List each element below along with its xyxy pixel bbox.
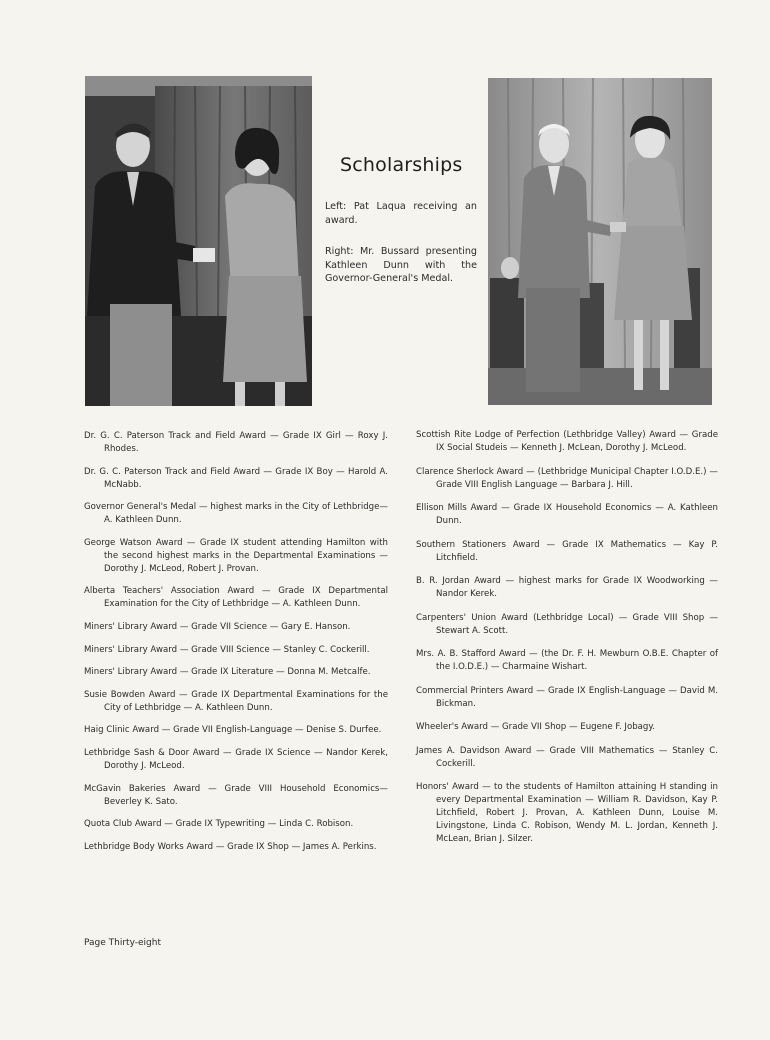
award-item: Lethbridge Sash & Door Award — Grade IX Science — Nandor Kerek, Dorothy J. McLeod.	[84, 747, 388, 771]
photo-right-image	[488, 78, 712, 405]
caption-right: Right: Mr. Bussard presenting Kathleen Dunn with the Governor-General's Medal.	[325, 246, 477, 284]
award-item: Miners' Library Award — Grade IX Literature — Donna M. Metcalfe.	[84, 667, 371, 678]
award-item: Clarence Sherlock Award — (Lethbridge Municipal Chapter I.O.D.E.) — Grade VIII English Language — Barbara J. Hill.	[416, 466, 718, 490]
award-item: B. R. Jordan Award — highest marks for Grade IX Woodworking — Nandor Kerek.	[416, 576, 718, 599]
page-number: Page Thirty-eight	[84, 938, 161, 948]
award-item: Miners' Library Award — Grade VII Science — Gary E. Hanson.	[84, 621, 351, 632]
award-item: James A. Davidson Award — Grade VIII Mathematics — Stanley C. Cockerill.	[416, 745, 718, 769]
award-item: Alberta Teachers' Association Award — Grade IX Departmental Examination for the City of Lethbridge — A. Kathleen Dunn.	[84, 586, 388, 610]
photo-medal-presentation-right	[488, 78, 712, 405]
award-item: McGavin Bakeries Award — Grade VIII Household Economics— Beverley K. Sato.	[84, 783, 388, 807]
award-item: Susie Bowden Award — Grade IX Departmental Examinations for the City of Lethbridge — A. Kathleen Dunn.	[84, 689, 388, 713]
award-item: Governor General's Medal — highest marks in the City of Lethbridge— A. Kathleen Dunn.	[84, 502, 388, 526]
award-item: Mrs. A. B. Stafford Award — (the Dr. F. H. Mewburn O.B.E. Chapter of the I.O.D.E.) — Charmaine Wishart.	[416, 649, 718, 672]
photo-left-image	[85, 76, 312, 406]
award-item: Quota Club Award — Grade IX Typewriting — Linda C. Robison.	[84, 819, 354, 830]
award-item: Commercial Printers Award — Grade IX English-Language — David M. Bickman.	[416, 685, 718, 709]
award-item: Scottish Rite Lodge of Perfection (Lethbridge Valley) Award — Grade IX Social Studeis — Kenneth J. McLean, Dorothy J. McLeod.	[416, 430, 718, 453]
page-title: Scholarships	[340, 154, 463, 176]
award-item: Dr. G. C. Paterson Track and Field Award — Grade IX Boy — Harold A. McNabb.	[84, 466, 388, 490]
award-item: Haig Clinic Award — Grade VII English-Language — Denise S. Durfee.	[84, 725, 382, 736]
award-item: Southern Stationers Award — Grade IX Mathematics — Kay P. Litchfield.	[416, 539, 718, 563]
award-item: Dr. G. C. Paterson Track and Field Award — Grade IX Girl — Roxy J. Rhodes.	[84, 431, 388, 454]
awards-list-left	[84, 430, 388, 863]
award-item: Carpenters' Union Award (Lethbridge Local) — Grade VIII Shop — Stewart A. Scott.	[416, 612, 718, 636]
award-item: Lethbridge Body Works Award — Grade IX Shop — James A. Perkins.	[84, 841, 377, 852]
photo-award-presentation-left	[85, 76, 312, 406]
awards-list-right	[416, 429, 718, 857]
caption-left: Left: Pat Laqua receiving an award.	[325, 201, 477, 226]
award-item: George Watson Award — Grade IX student attending Hamilton with the second highest marks in the Departmental Examinations — Dorothy J. McLeod, Robert J. Provan.	[84, 537, 388, 574]
award-item: Ellison Mills Award — Grade IX Household Economics — A. Kathleen Dunn.	[416, 503, 718, 526]
award-item: Miners' Library Award — Grade VIII Science — Stanley C. Cockerill.	[84, 644, 370, 655]
award-item: Wheeler's Award — Grade VII Shop — Eugene F. Jobagy.	[416, 722, 655, 732]
award-item: Honors' Award — to the students of Hamilton attaining H standing in every Departmental Examination — William R. Davidson, Kay P. Litchfield, Robert J. Provan, A. Kathleen Dunn, Louise M. Livingstone, Linda C. Robison, Wendy M. L. Jordan, Kenneth J. McLean, Brian J. Silzer.	[416, 782, 718, 844]
